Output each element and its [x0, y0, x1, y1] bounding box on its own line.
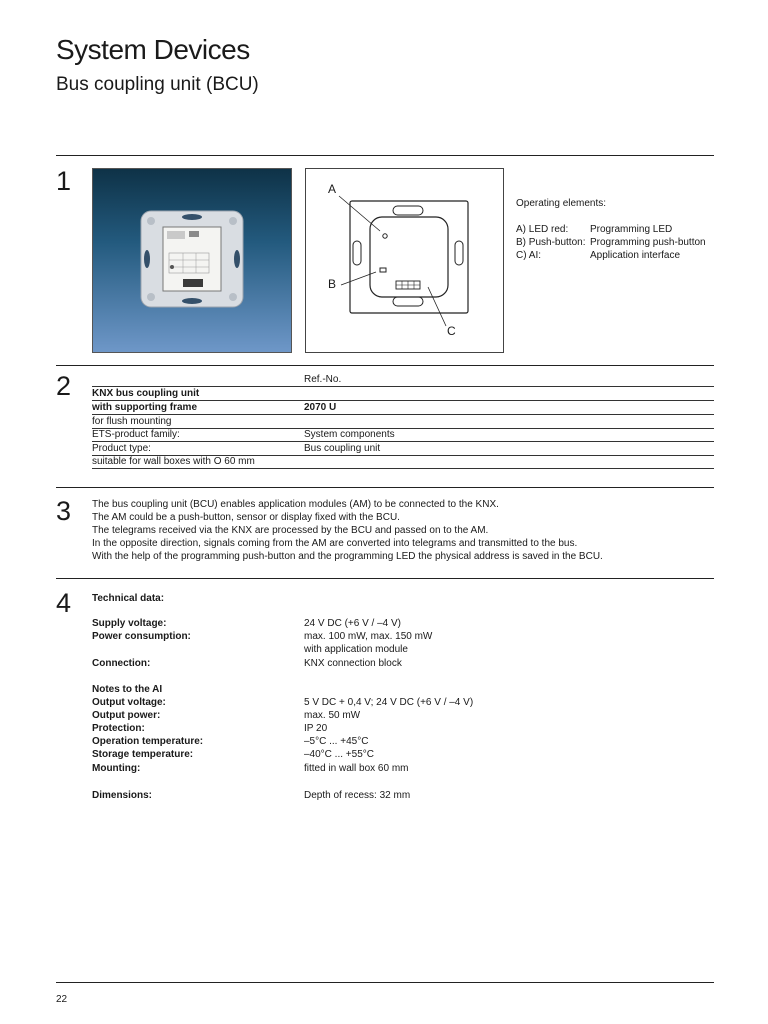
- technical-data-heading: Technical data:: [92, 593, 165, 604]
- section-divider: [56, 155, 714, 156]
- table-rule: [92, 428, 714, 429]
- table-row-label: ETS-product family:: [92, 429, 180, 440]
- description-text: [92, 498, 712, 563]
- tech-label: Dimensions:: [92, 790, 153, 801]
- section-number: 3: [56, 496, 72, 526]
- ref-no-header: Ref.-No.: [304, 374, 342, 385]
- section-number: 1: [56, 166, 72, 196]
- bcu-line-drawing: [306, 169, 503, 352]
- tech-label: Operation temperature:: [92, 736, 204, 747]
- table-row-label: for flush mounting: [92, 416, 172, 427]
- table-row-value: 2070 U: [304, 402, 337, 413]
- tech-label: Output voltage:: [92, 697, 166, 708]
- table-rule: [92, 400, 714, 401]
- tech-value: KNX connection block: [304, 658, 402, 669]
- tech-label: Supply voltage:: [92, 618, 167, 629]
- table-row-label: KNX bus coupling unit: [92, 388, 200, 399]
- operating-elements-heading: Operating elements:: [516, 198, 607, 209]
- description-line: The telegrams received via the KNX are processed by the BCU and passed on to the AM.: [92, 525, 489, 536]
- table-rule: [92, 441, 714, 442]
- tech-value: –40°C ... +55°C: [304, 749, 374, 760]
- page-number: 22: [56, 994, 68, 1005]
- section-number: 2: [56, 371, 72, 401]
- tech-value: max. 50 mW: [304, 710, 361, 721]
- section-number: 4: [56, 588, 72, 618]
- tech-subheading: Notes to the AI: [92, 684, 163, 695]
- drawing-label-b: B: [328, 277, 337, 291]
- tech-value: Depth of recess: 32 mm: [304, 790, 411, 801]
- table-rule: [92, 386, 714, 387]
- tech-value: with application module: [304, 644, 408, 655]
- section-divider: [56, 487, 714, 488]
- tech-label: Power consumption:: [92, 631, 191, 642]
- tech-label: Protection:: [92, 723, 145, 734]
- drawing-label-a: A: [328, 182, 337, 196]
- section-divider: [56, 578, 714, 579]
- tech-value: IP 20: [304, 723, 328, 734]
- section-divider: [56, 365, 714, 366]
- description-line: In the opposite direction, signals coming from the AM are converted into telegrams and transmitted to the bus.: [92, 538, 578, 549]
- table-rule: [92, 468, 714, 469]
- description-line: The AM could be a push-button, sensor or display fixed with the BCU.: [92, 512, 400, 523]
- page-subtitle: Bus coupling unit (BCU): [56, 74, 259, 95]
- operating-element-key: B) Push-button:: [516, 237, 586, 248]
- tech-label: Output power:: [92, 710, 161, 721]
- tech-label: Mounting:: [92, 763, 141, 774]
- drawing-label-c: C: [447, 324, 456, 338]
- tech-label: Connection:: [92, 658, 151, 669]
- operating-element-key: C) AI:: [516, 250, 542, 261]
- tech-value: max. 100 mW, max. 150 mW: [304, 631, 433, 642]
- table-row-label: with supporting frame: [92, 402, 197, 413]
- tech-value: 24 V DC (+6 V / –4 V): [304, 618, 401, 629]
- page-title: System Devices: [56, 34, 250, 65]
- table-row-label: suitable for wall boxes with O 60 mm: [92, 456, 255, 467]
- tech-value: –5°C ... +45°C: [304, 736, 369, 747]
- tech-label: Storage temperature:: [92, 749, 194, 760]
- operating-element-value: Programming push-button: [590, 237, 706, 248]
- tech-value: fitted in wall box 60 mm: [304, 763, 409, 774]
- description-line: With the help of the programming push-button and the programming LED the physical address is saved in the BCU.: [92, 551, 603, 562]
- product-photo: [92, 168, 292, 353]
- table-row-value: System components: [304, 429, 395, 440]
- table-rule: [92, 414, 714, 415]
- tech-value: 5 V DC + 0,4 V; 24 V DC (+6 V / –4 V): [304, 697, 474, 708]
- operating-element-value: Application interface: [590, 250, 681, 261]
- operating-element-key: A) LED red:: [516, 224, 569, 235]
- operating-element-value: Programming LED: [590, 224, 673, 235]
- bcu-device-image: [93, 169, 291, 352]
- technical-drawing: [305, 168, 504, 353]
- table-row-value: Bus coupling unit: [304, 443, 381, 454]
- footer-divider: [56, 982, 714, 983]
- description-line: The bus coupling unit (BCU) enables application modules (AM) to be connected to the KNX.: [92, 499, 499, 510]
- table-row-label: Product type:: [92, 443, 151, 454]
